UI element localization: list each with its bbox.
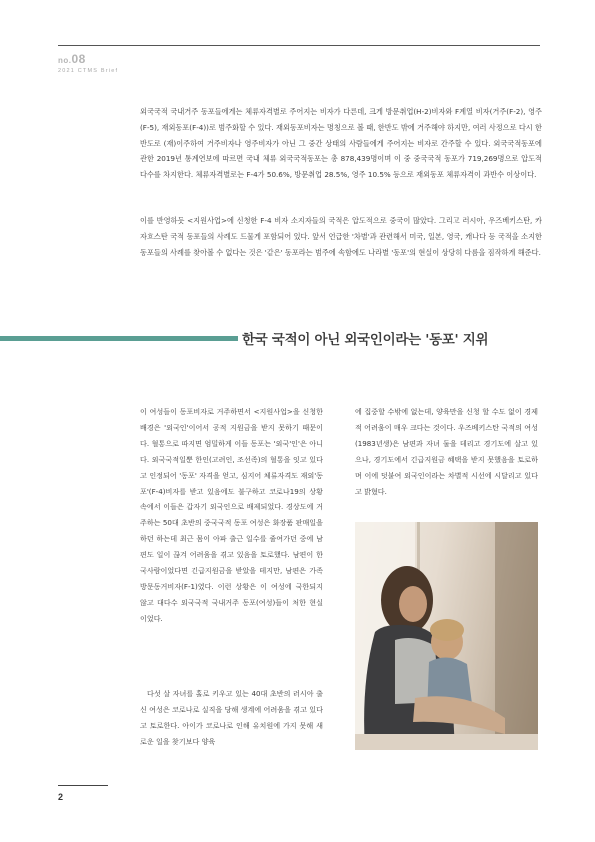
section-accent-bar: [0, 336, 238, 341]
left-column-paragraph-2: 다섯 살 자녀를 홀로 키우고 있는 40대 초반의 러시아 출신 여성은 코로나로 실직을 당해 생계에 어려움을 겪고 있다고 토로한다. 아이가 코로나로 인해 유치원에 가지 못해 새로운 일을 찾기보다 양육: [140, 689, 323, 746]
intro-paragraph-2: 이를 반영하듯 <지원사업>에 신청한 F-4 비자 소지자들의 국적은 압도적으로 중국이 많았다. 그리고 러시아, 우즈베키스탄, 카자흐스탄 국적 동포들의 사례도 드물게 포함되어 있다. 앞서 언급한 '차별'과 관련해서 미국, 일본, 영국, 캐나다 등 국적을 소지한 동포들의 사례를 찾아볼 수 없다는 것은 '같은' 동포라는 범주에 속함에도 나라별 '동포'의 현실이 상당히 다름을 짐작하게 해준다.: [140, 216, 542, 257]
mother-child-photo: [355, 522, 538, 750]
right-column-paragraph-1: 에 집중할 수밖에 없는데, 양육만을 신청 할 수도 없이 경제적 어려움이 매우 크다는 것이다. 우즈베키스탄 국적의 여성(1983년생)은 남편과 자녀 둘을 데리고 경기도에 살고 있으나, 경기도에서 긴급지원금 혜택을 받지 못했음을 토로하며 이에 덧붙여 외국인이라는 차별적 시선에 시달리고 있다고 밝혔다.: [355, 407, 538, 496]
header-rule: [58, 45, 540, 46]
left-column-paragraph-1: 이 여성들이 동포비자로 거주하면서 <지원사업>을 신청한 배경은 '외국인'이어서 공적 지원금을 받지 못하기 때문이다. 혈통으로 따지면 엄밀하게 이들 동포는 '외국'인'은 아니다. 외국국적일뿐 한인(고려인, 조선족)의 혈통을 잇고 있다고 인정되어 '동포' 자격을 얻고, 심지어 체류자격도 재외'동포'(F-4)비자를 받고 있음에도 불구하고 코로나19의 상황 속에서 이들은 갑자기 외국인으로 배제되었다. 경상도에 거주하는 50대 초반의 중국국적 동포 여성은 화장품 판매일을 하던 하는데 최근 몸이 아파 출근 일수를 줄여가던 중에 남편도 일이 끊겨 어려움을 겪고 있음을 토로했다. 남편이 한국사람이었다면 긴급지원금을 받았을 테지만, 남편은 가족방문동거비자(F-1)였다. 이런 상황은 이 여성에 국한되지 않고 대다수 외국국적 국내거주 동포(여성)들이 처한 현실이었다.: [140, 407, 323, 623]
photo-illustration: [355, 522, 538, 750]
issue-subtitle: 2021 CTMS Brief: [58, 68, 119, 74]
page-number: 2: [58, 792, 64, 802]
footer-rule: [58, 785, 108, 786]
issue-number: [58, 52, 86, 66]
section-title: 한국 국적이 아닌 외국인이라는 '동포' 지위: [242, 332, 489, 348]
intro-paragraph-1: 외국국적 국내거주 동포들에게는 체류자격별로 주어지는 비자가 다른데, 크게 방문취업(H-2)비자와 F계열 비자(거주(F-2), 영주(F-5), 재외동포(F-4))로 범주화할 수 있다. 재외동포비자는 명칭으로 볼 때, 한반도 밖에 거주해야 하지만, 여러 사정으로 다시 한반도로 (재)이주하여 거주비자나 영주비자가 아닌 그 중간 상태의 사람들에게 주어지는 비자로 간주할 수 있다. 외국국적동포에 관한 2019년 통계연보에 따르면 국내 체류 외국국적동포는 총 878,439명이며 이 중 중국국적 동포가 719,269명으로 압도적 다수를 차지한다. 체류자격별로는 F-4가 50.6%, 방문취업 28.5%, 영주 10.5% 등으로 재외동포 체류자격이 과반수 이상이다.: [140, 107, 542, 180]
issue-prefix: no.: [58, 56, 72, 65]
issue-number-value: 08: [71, 52, 86, 66]
